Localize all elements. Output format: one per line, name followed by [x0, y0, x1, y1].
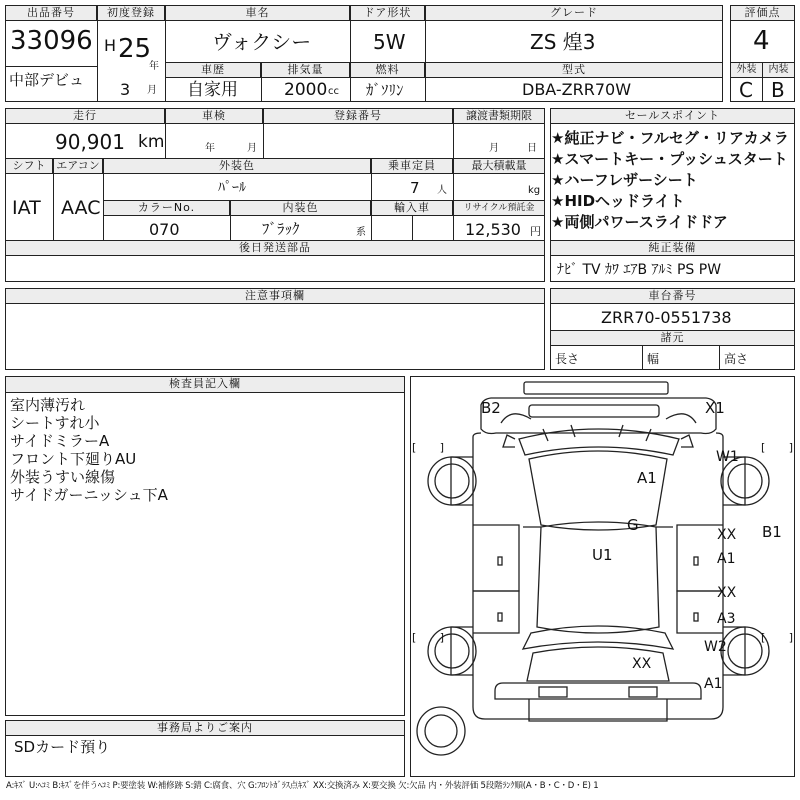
chassis-label: 車台番号 [550, 288, 795, 304]
capacity: 7 [410, 179, 420, 197]
inspector-note: シートすれ小 [10, 414, 100, 432]
shift: IAT [12, 197, 41, 219]
inspector-note: 外装うすい線傷 [10, 468, 116, 486]
first-reg-year: 25 [118, 34, 152, 64]
first-reg-month: 3 [120, 80, 131, 99]
month-unit: 月 [147, 85, 157, 96]
color-no: 070 [149, 220, 180, 239]
ext-color: ﾊﾟｰﾙ [218, 180, 246, 196]
cc-unit: cc [328, 86, 339, 97]
mileage-unit: km [138, 132, 165, 152]
mark-x1: X1 [705, 399, 725, 417]
car-name: ヴォクシー [212, 30, 312, 54]
displacement-label: 排気量 [261, 62, 350, 78]
door-label: ドア形状 [350, 5, 425, 21]
year-unit: 年 [149, 61, 159, 72]
car-diagram [411, 377, 794, 776]
ext-color-label: 外装色 [103, 158, 371, 174]
mileage-label: 走行 [5, 108, 165, 124]
recycle-fee: 12,530 [465, 220, 521, 239]
ac: AAC [61, 197, 101, 219]
import-label: 輸入車 [371, 200, 453, 216]
door-type: 5W [373, 30, 406, 54]
grade-label: グレード [425, 5, 723, 21]
mark-xx-rear-door: XX [717, 585, 737, 601]
car-name-label: 車名 [165, 5, 350, 21]
displacement: 2000 [284, 80, 328, 100]
later-parts-label: 後日発送部品 [5, 240, 545, 256]
capacity-label: 乗車定員 [371, 158, 453, 174]
sales-points-list [551, 128, 794, 233]
inspector-note: サイドミラーA [10, 432, 110, 450]
mark-g: G [627, 516, 639, 534]
mark-a1-front-door: A1 [717, 551, 736, 567]
bracket-left: [ ] [412, 441, 445, 454]
equipment: ﾅﾋﾞ TV ｶﾜ ｴｱB ｱﾙﾐ PS PW [557, 262, 722, 278]
color-no-label: カラーNo. [103, 200, 230, 216]
notes-label: 注意事項欄 [5, 288, 545, 304]
inspector-label: 検査員記入欄 [5, 376, 405, 393]
ext-label: 外装 [730, 62, 763, 78]
grade: ZS 煌3 [530, 30, 596, 54]
bracket-left-rear: [ ] [412, 631, 445, 644]
inspector-notes [10, 396, 168, 504]
score: 4 [753, 26, 770, 56]
ext-score: C [739, 78, 753, 102]
ac-label: エアコン [53, 158, 103, 174]
sales-point: ★HIDヘッドライト [551, 192, 685, 210]
score-label: 評価点 [730, 5, 795, 21]
fuel-label: 燃料 [350, 62, 425, 78]
sales-point: ★純正ナビ・フルセグ・リアカメラ [551, 129, 789, 147]
mark-a3: A3 [717, 611, 736, 627]
length-label: 長さ [555, 352, 580, 366]
inspector-note: フロント下廻りAU [10, 450, 137, 468]
dimensions-label: 諸元 [550, 330, 795, 346]
history: 自家用 [187, 80, 238, 100]
equipment-label: 純正装備 [550, 240, 795, 256]
lot-no-label: 出品番号 [5, 5, 97, 21]
history-label: 車歴 [165, 62, 261, 78]
fuel: ｶﾞｿﾘﾝ [366, 81, 404, 99]
era: H [104, 36, 117, 55]
mark-b1: B1 [762, 523, 782, 541]
mark-w1: W1 [716, 449, 739, 465]
int-score: B [771, 78, 785, 102]
int-color: ﾌﾞﾗｯｸ [262, 220, 300, 238]
int-color-label: 内装色 [230, 200, 371, 216]
transfer-label: 譲渡書類期限 [453, 108, 545, 124]
height-label: 高さ [724, 352, 749, 366]
shift-label: シフト [5, 158, 53, 174]
inspector-note: サイドガーニッシュ下A [10, 486, 168, 504]
inspector-note: 室内薄汚れ [10, 396, 86, 414]
recycle-label: リサイクル預託金 [453, 200, 545, 216]
model: DBA-ZRR70W [522, 80, 632, 99]
bracket-right-rear: [ ] [761, 631, 794, 644]
sales-point: ★両側パワースライドドア [551, 213, 728, 231]
mark-b2: B2 [481, 399, 501, 417]
mark-a1-rear: A1 [704, 676, 723, 692]
first-reg-label: 初度登録 [97, 5, 165, 21]
chassis-number: ZRR70-0551738 [601, 308, 732, 327]
load-label: 最大積載量 [453, 158, 545, 174]
int-label: 内装 [762, 62, 795, 78]
bracket-right: [ ] [761, 441, 794, 454]
sales-point: ★スマートキー・プッシュスタート [551, 150, 788, 168]
debut-label: 中部デビュ [9, 71, 85, 89]
office-note: SDカード預り [14, 738, 111, 756]
inspection-label: 車検 [165, 108, 263, 124]
sales-point: ★ハーフレザーシート [551, 171, 698, 189]
mark-xx-rear: XX [632, 656, 652, 672]
model-label: 型式 [425, 62, 723, 78]
mileage: 90,901 [55, 130, 125, 154]
width-label: 幅 [647, 352, 660, 366]
mark-xx-front-door: XX [717, 527, 737, 543]
plate-label: 登録番号 [263, 108, 453, 124]
mark-a1-hood: A1 [637, 469, 657, 487]
mark-u1: U1 [592, 546, 613, 564]
mark-w2: W2 [704, 639, 727, 655]
legend: A:ｷｽﾞ U:ﾍｺﾐ B:ｷｽﾞを伴うﾍｺﾐ P:要塗装 W:補修跡 S:錆 C:腐食、穴 G:ﾌﾛﾝﾄｶﾞﾗｽ点ｷｽﾞ XX:交換済み X:要交換 欠:欠品 内・外装評価 5段階ﾗﾝｸ順(A・B・C・D・E) 1 [6, 781, 599, 791]
lot-no: 33096 [10, 26, 93, 56]
sales-points-label: セールスポイント [550, 108, 795, 124]
office-label: 事務局よりご案内 [5, 720, 405, 736]
